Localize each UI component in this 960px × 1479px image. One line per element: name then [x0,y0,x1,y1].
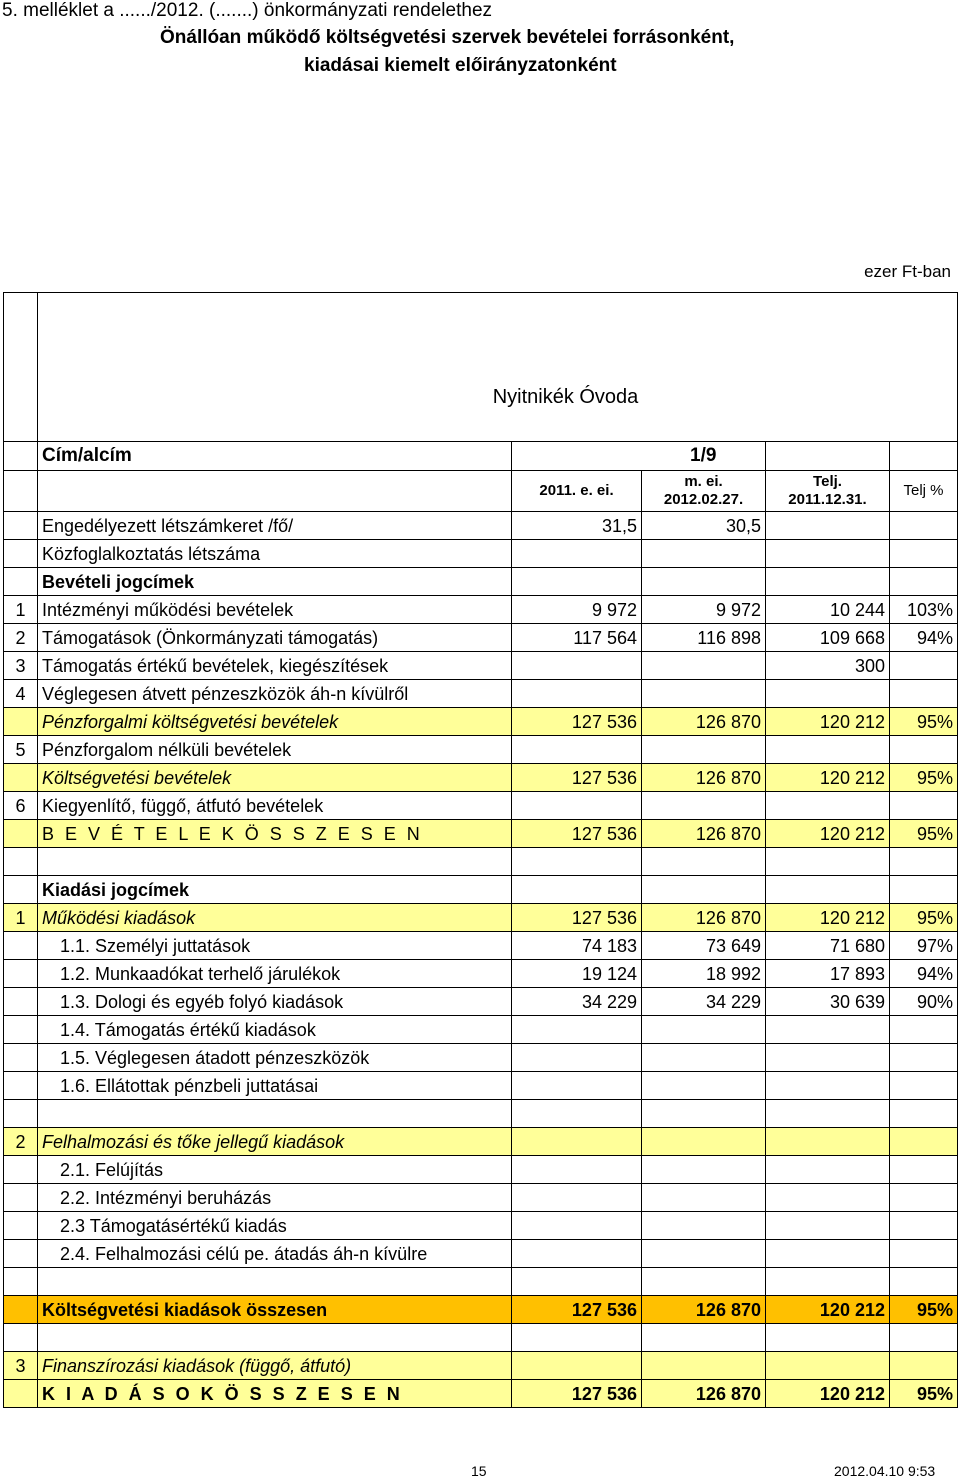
row-index [4,1240,38,1268]
table-row [4,1156,958,1184]
institution-name: Nyitnikék Óvoda [38,293,958,442]
row-index [4,932,38,960]
value-percent: 94% [890,960,958,988]
value-actual: 71 680 [766,932,890,960]
row-label: 1.6. Ellátottak pénzbeli juttatásai [38,1072,512,1100]
spacer-row [4,1100,958,1128]
value-2011-plan: 34 229 [512,988,642,1016]
value-percent [890,1044,958,1072]
table-row [4,512,958,540]
row-index [4,568,38,596]
value-actual: 300 [766,652,890,680]
table-row [4,1184,958,1212]
table-row [4,1296,958,1324]
value-actual: 17 893 [766,960,890,988]
value-modified-plan [642,1128,766,1156]
row-label: 1.5. Véglegesen átadott pénzeszközök [38,1044,512,1072]
column-header-2: m. ei. 2012.02.27. [642,471,766,512]
value-2011-plan [512,540,642,568]
row-index [4,1184,38,1212]
value-percent [890,680,958,708]
table-row [4,1128,958,1156]
value-2011-plan: 9 972 [512,596,642,624]
row-index [4,1156,38,1184]
value-modified-plan [642,1044,766,1072]
value-2011-plan [512,568,642,596]
row-index [4,988,38,1016]
table-row [4,708,958,736]
table-row [4,1380,958,1408]
row-index: 2 [4,1128,38,1156]
value-modified-plan: 73 649 [642,932,766,960]
table-row [4,540,958,568]
value-percent: 95% [890,708,958,736]
value-modified-plan: 30,5 [642,512,766,540]
unit-label: ezer Ft-ban [864,262,951,281]
value-actual: 120 212 [766,708,890,736]
value-actual: 120 212 [766,820,890,848]
row-label: 1.2. Munkaadókat terhelő járulékok [38,960,512,988]
value-percent [890,876,958,904]
value-modified-plan [642,568,766,596]
value-percent: 97% [890,932,958,960]
table-row [4,596,958,624]
row-index [4,960,38,988]
table-row [4,1212,958,1240]
value-actual [766,1184,890,1212]
value-2011-plan: 31,5 [512,512,642,540]
row-index [4,1016,38,1044]
row-label: Bevételi jogcímek [38,568,512,596]
row-label: Támogatás értékű bevételek, kiegészítések [38,652,512,680]
row-label: 1.1. Személyi juttatások [38,932,512,960]
value-modified-plan [642,680,766,708]
row-label: Kiegyenlítő, függő, átfutó bevételek [38,792,512,820]
value-actual [766,792,890,820]
value-modified-plan [642,1240,766,1268]
table-row [4,736,958,764]
table-row [4,932,958,960]
row-index: 2 [4,624,38,652]
spacer-row [4,848,958,876]
value-actual [766,1044,890,1072]
row-index [4,1044,38,1072]
value-modified-plan: 126 870 [642,708,766,736]
value-percent [890,1240,958,1268]
value-percent [890,1128,958,1156]
row-label: Finanszírozási kiadások (függő, átfutó) [38,1352,512,1380]
row-index: 1 [4,596,38,624]
table-row [4,764,958,792]
value-percent [890,512,958,540]
value-actual [766,680,890,708]
page-number: 15 [471,1463,487,1479]
table-row [4,680,958,708]
value-modified-plan: 126 870 [642,1380,766,1408]
table-row [4,1072,958,1100]
row-label: 1.4. Támogatás értékű kiadások [38,1016,512,1044]
value-2011-plan [512,1016,642,1044]
value-2011-plan [512,1156,642,1184]
table-row [4,568,958,596]
row-label: Kiadási jogcímek [38,876,512,904]
title-label: Cím/alcím [38,442,512,471]
value-actual [766,1212,890,1240]
value-2011-plan: 117 564 [512,624,642,652]
value-2011-plan: 127 536 [512,708,642,736]
value-percent [890,652,958,680]
value-actual: 120 212 [766,904,890,932]
value-actual [766,876,890,904]
value-modified-plan: 126 870 [642,764,766,792]
value-modified-plan: 126 870 [642,820,766,848]
value-percent [890,1072,958,1100]
value-2011-plan [512,876,642,904]
row-index [4,820,38,848]
column-header-row [4,471,958,512]
value-2011-plan [512,652,642,680]
value-modified-plan: 116 898 [642,624,766,652]
value-modified-plan [642,1072,766,1100]
value-actual: 109 668 [766,624,890,652]
row-label: Támogatások (Önkormányzati támogatás) [38,624,512,652]
row-label: Felhalmozási és tőke jellegű kiadások [38,1128,512,1156]
row-label: Pénzforgalom nélküli bevételek [38,736,512,764]
row-index [4,512,38,540]
column-header-3: Telj. 2011.12.31. [766,471,890,512]
value-actual [766,736,890,764]
value-modified-plan [642,876,766,904]
value-actual: 10 244 [766,596,890,624]
value-actual: 120 212 [766,764,890,792]
row-index: 3 [4,652,38,680]
value-modified-plan: 18 992 [642,960,766,988]
value-percent: 95% [890,1380,958,1408]
value-2011-plan: 74 183 [512,932,642,960]
value-actual [766,1016,890,1044]
value-percent [890,736,958,764]
print-date: 2012.04.10 9:53 [834,1463,936,1479]
value-2011-plan [512,1072,642,1100]
value-2011-plan [512,1352,642,1380]
row-index [4,708,38,736]
value-2011-plan [512,1212,642,1240]
table-row [4,876,958,904]
table-row [4,1240,958,1268]
budget-table [3,292,958,1408]
row-label: Közfoglalkoztatás létszáma [38,540,512,568]
row-label: Intézményi működési bevételek [38,596,512,624]
table-row [4,652,958,680]
table-row [4,820,958,848]
value-actual: 120 212 [766,1296,890,1324]
value-2011-plan: 127 536 [512,1296,642,1324]
value-percent: 95% [890,904,958,932]
value-percent: 94% [890,624,958,652]
value-modified-plan: 126 870 [642,904,766,932]
table-row [4,624,958,652]
row-label: Pénzforgalmi költségvetési bevételek [38,708,512,736]
value-actual [766,540,890,568]
spacer-row [4,1268,958,1296]
row-label: 2.4. Felhalmozási célú pe. átadás áh-n kívülre [38,1240,512,1268]
title-code: 1/9 [642,442,766,471]
value-modified-plan [642,1352,766,1380]
value-2011-plan [512,736,642,764]
spacer-row [4,1324,958,1352]
row-index: 4 [4,680,38,708]
row-index [4,876,38,904]
value-modified-plan [642,1212,766,1240]
value-modified-plan: 126 870 [642,1296,766,1324]
value-2011-plan [512,1128,642,1156]
row-index [4,764,38,792]
value-actual [766,568,890,596]
value-modified-plan [642,1016,766,1044]
table-row [4,1044,958,1072]
value-modified-plan [642,792,766,820]
value-percent: 95% [890,1296,958,1324]
value-2011-plan: 127 536 [512,904,642,932]
row-index [4,1296,38,1324]
value-actual [766,1128,890,1156]
value-2011-plan [512,1044,642,1072]
value-modified-plan: 9 972 [642,596,766,624]
row-label: Véglegesen átvett pénzeszközök áh-n kívülről [38,680,512,708]
row-index [4,1072,38,1100]
row-index: 3 [4,1352,38,1380]
value-actual: 30 639 [766,988,890,1016]
value-percent [890,1212,958,1240]
table-row [4,1016,958,1044]
value-actual [766,1240,890,1268]
row-index [4,540,38,568]
table-row [4,960,958,988]
value-actual [766,1352,890,1380]
document-title: Önállóan működő költségvetési szervek bevételei forrásonként, [160,27,735,48]
value-2011-plan: 19 124 [512,960,642,988]
value-modified-plan [642,540,766,568]
column-header-4: Telj % [890,471,958,512]
value-2011-plan [512,792,642,820]
value-actual [766,1072,890,1100]
row-index: 1 [4,904,38,932]
value-percent [890,1184,958,1212]
row-label: 2.1. Felújítás [38,1156,512,1184]
value-modified-plan [642,1156,766,1184]
table-row [4,904,958,932]
row-label: Működési kiadások [38,904,512,932]
value-percent [890,1156,958,1184]
row-index: 5 [4,736,38,764]
value-actual [766,512,890,540]
row-label: B E V É T E L E K Ö S S Z E S E N [38,820,512,848]
value-percent [890,568,958,596]
value-modified-plan [642,652,766,680]
row-label: Költségvetési kiadások összesen [38,1296,512,1324]
value-2011-plan: 127 536 [512,820,642,848]
row-label: 1.3. Dologi és egyéb folyó kiadások [38,988,512,1016]
value-2011-plan [512,1240,642,1268]
value-percent: 90% [890,988,958,1016]
value-percent [890,792,958,820]
value-2011-plan [512,680,642,708]
value-percent [890,1352,958,1380]
value-actual [766,1156,890,1184]
row-index [4,1380,38,1408]
value-actual: 120 212 [766,1380,890,1408]
title-row [4,442,958,471]
value-percent: 103% [890,596,958,624]
value-modified-plan [642,736,766,764]
institution-row [4,293,958,442]
table-row [4,1352,958,1380]
value-percent: 95% [890,820,958,848]
table-row [4,988,958,1016]
value-percent [890,1016,958,1044]
table-row [4,792,958,820]
value-percent [890,540,958,568]
document-subtitle: kiadásai kiemelt előirányzatonként [304,55,617,76]
value-modified-plan [642,1184,766,1212]
value-2011-plan: 127 536 [512,764,642,792]
row-label: K I A D Á S O K Ö S S Z E S E N [38,1380,512,1408]
row-label: 2.2. Intézményi beruházás [38,1184,512,1212]
value-2011-plan: 127 536 [512,1380,642,1408]
value-2011-plan [512,1184,642,1212]
row-index [4,1212,38,1240]
value-modified-plan: 34 229 [642,988,766,1016]
row-label: 2.3 Támogatásértékű kiadás [38,1212,512,1240]
row-index: 6 [4,792,38,820]
row-label: Költségvetési bevételek [38,764,512,792]
document-reference: 5. melléklet a ....../2012. (.......) önkormányzati rendelethez [2,0,493,21]
column-header-1: 2011. e. ei. [512,471,642,512]
row-label: Engedélyezett létszámkeret /fő/ [38,512,512,540]
value-percent: 95% [890,764,958,792]
